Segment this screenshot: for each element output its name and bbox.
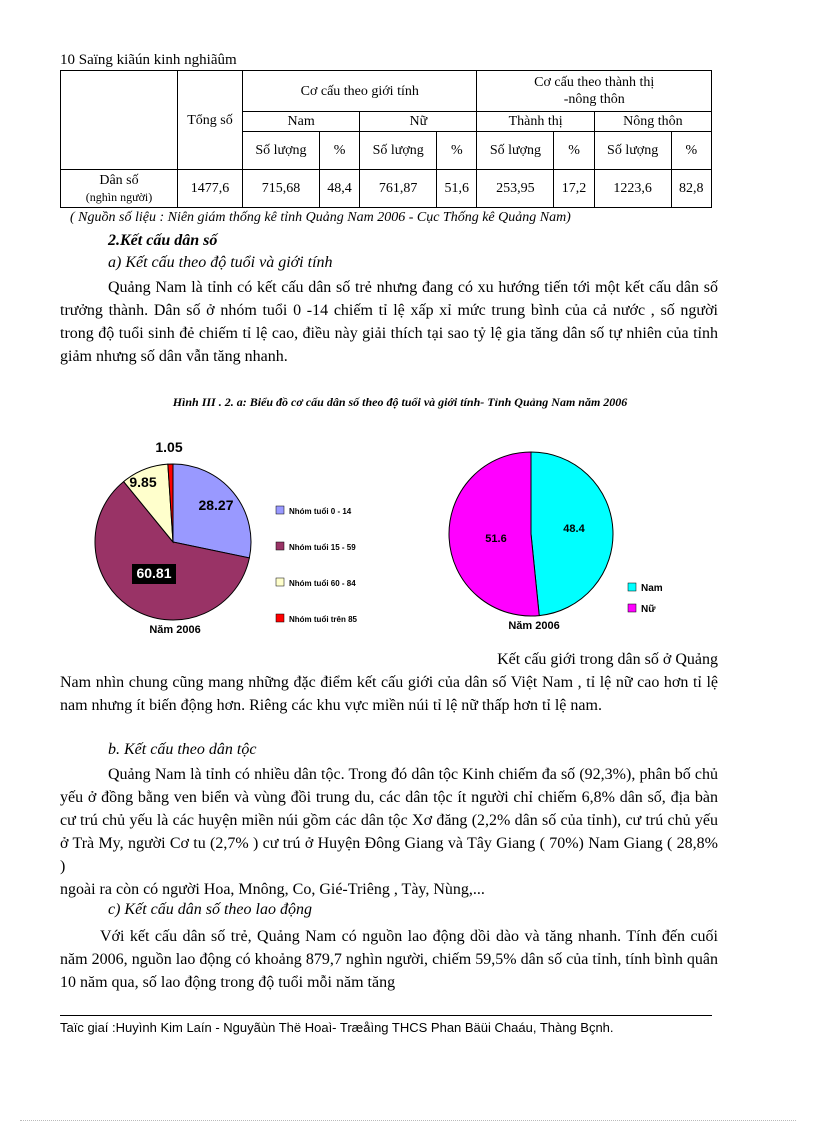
gender-pie-chart bbox=[449, 452, 613, 616]
table-cell: 761,87 bbox=[360, 170, 437, 208]
pie-data-label: 28.27 bbox=[198, 497, 234, 513]
table-cell: 253,95 bbox=[477, 170, 554, 208]
pie-data-label: 60.81 bbox=[136, 565, 172, 581]
row-label: Dân số (nghìn người) bbox=[61, 170, 178, 208]
footer-divider bbox=[60, 1015, 712, 1016]
page-footer: Taïc giaí :Huyình Kim Laín - Nguyãùn Thë Hoaì- Træåìng THCS Phan Bäüi Chaáu, Thàng Bçnh. bbox=[60, 1020, 614, 1035]
table-cell: 48,4 bbox=[319, 170, 359, 208]
legend-swatch bbox=[276, 578, 284, 586]
subsection-b: b. Kết cấu theo dân tộc bbox=[108, 741, 257, 758]
legend-swatch bbox=[276, 542, 284, 550]
qty-header: Số lượng bbox=[360, 132, 437, 170]
table-cell: 1223,6 bbox=[594, 170, 671, 208]
total-header: Tổng số bbox=[178, 71, 243, 170]
pct-header: % bbox=[437, 132, 477, 170]
pie-data-label: 9.85 bbox=[129, 474, 157, 490]
table-cell: 51,6 bbox=[437, 170, 477, 208]
table-cell: 1477,6 bbox=[178, 170, 243, 208]
section-title: 2.Kết cấu dân số bbox=[108, 232, 218, 249]
table-cell: 715,68 bbox=[243, 170, 320, 208]
pie-charts bbox=[60, 430, 740, 640]
pie-data-label: 48.4 bbox=[563, 523, 585, 535]
paragraph-4: Với kết cấu dân số trẻ, Quảng Nam có nguồn lao động dồi dào và tăng nhanh. Tính đến cuối năm 2006, nguồn lao động có khoảng 879,7 nghìn người, chiếm 59,5% dân số của tỉnh, tính bình quân 10 năm qua, số lao động trong độ tuổi mỗi năm tăng bbox=[60, 928, 718, 991]
qty-header: Số lượng bbox=[594, 132, 671, 170]
qty-header: Số lượng bbox=[477, 132, 554, 170]
table-source: ( Nguồn số liệu : Niên giám thống kê tỉnh Quảng Nam 2006 - Cục Thống kê Quảng Nam) bbox=[70, 210, 571, 225]
page-header: 10 Saïng kiãún kinh nghiãûm bbox=[60, 52, 237, 68]
paragraph-1: Quảng Nam là tỉnh có kết cấu dân số trẻ nhưng đang có xu hướng tiến tới một kết cấu dân số trưởng thành. Dân số ở nhóm tuổi 0 -14 chiếm tỉ lệ xấp xỉ mức trung bình của cả nước , số người trong độ tuổi sinh đẻ chiếm tỉ lệ cao, điều này giải thích tại sao tỷ lệ gia tăng dân số tự nhiên của tỉnh giảm nhưng số dân vẫn tăng nhanh. bbox=[60, 279, 718, 365]
paragraph-2-lead: Kết cấu giới trong dân số ở Quảng bbox=[497, 651, 718, 668]
legend-entry: Nhóm tuổi 60 - 84 bbox=[289, 579, 356, 588]
subsection-a: a) Kết cấu theo độ tuổi và giới tính bbox=[108, 254, 333, 271]
legend-swatch bbox=[628, 604, 636, 612]
pct-header: % bbox=[671, 132, 711, 170]
legend-swatch bbox=[276, 506, 284, 514]
legend-swatch bbox=[276, 614, 284, 622]
female-header: Nữ bbox=[360, 112, 477, 132]
pct-header: % bbox=[554, 132, 594, 170]
age-pie-chart bbox=[95, 439, 251, 620]
urban-header: Cơ cấu theo thành thị -nông thôn bbox=[477, 71, 712, 112]
gender-legend bbox=[628, 583, 663, 615]
population-table bbox=[60, 70, 712, 208]
pie-data-label: 1.05 bbox=[155, 439, 183, 455]
pie-data-label: 51.6 bbox=[485, 533, 507, 545]
legend-entry: Nhóm tuổi trên 85 bbox=[289, 615, 358, 624]
table-corner bbox=[61, 71, 178, 170]
qty-header: Số lượng bbox=[243, 132, 320, 170]
paragraph-3-tail: ngoài ra còn có người Hoa, Mnông, Co, Gié-Triêng , Tày, Nùng,... bbox=[60, 881, 485, 898]
figure-caption: Hình III . 2. a: Biểu đồ cơ cấu dân số theo độ tuổi và giới tính- Tỉnh Quảng Nam năm 2006 bbox=[172, 395, 628, 409]
rural-subheader: Nông thôn bbox=[594, 112, 711, 132]
gender-pie-title: Năm 2006 bbox=[508, 620, 560, 632]
table-cell: 17,2 bbox=[554, 170, 594, 208]
urban-subheader: Thành thị bbox=[477, 112, 594, 132]
pct-header: % bbox=[319, 132, 359, 170]
page-bottom-divider bbox=[20, 1120, 796, 1121]
male-header: Nam bbox=[243, 112, 360, 132]
paragraph-3: Quảng Nam là tỉnh có nhiều dân tộc. Trong đó dân tộc Kinh chiếm đa số (92,3%), phân bố chủ yếu ở đồng bằng ven biển và vùng đồi trung du, các dân tộc ít người chỉ chiếm 6,8% dân số, địa bàn cư trú chủ yếu là các huyện miền núi gồm các dân tộc Xơ đăng (2,2% dân số của tỉnh), cư trú chủ yếu ở Trà My, người Cơ tu (2,7% ) cư trú ở Huyện Đông Giang và Tây Giang ( 70%) Nam Giang ( 28,8% ) bbox=[60, 766, 718, 875]
gender-header: Cơ cấu theo giới tính bbox=[243, 71, 477, 112]
legend-entry: Nhóm tuổi 15 - 59 bbox=[289, 543, 356, 552]
age-pie-title: Năm 2006 bbox=[149, 624, 201, 636]
legend-entry: Nam bbox=[641, 583, 663, 594]
subsection-c: c) Kết cấu dân số theo lao động bbox=[108, 901, 312, 918]
age-legend bbox=[276, 506, 358, 624]
table-cell: 82,8 bbox=[671, 170, 711, 208]
paragraph-2: Nam nhìn chung cũng mang những đặc điểm kết cấu giới của dân số Việt Nam , tỉ lệ nữ cao hơn tỉ lệ nam nhưng ít biến động hơn. Riêng các khu vực miền núi tỉ lệ nữ thấp hơn tỉ lệ nam. bbox=[60, 674, 718, 714]
legend-entry: Nhóm tuổi 0 - 14 bbox=[289, 507, 352, 516]
legend-entry: Nữ bbox=[641, 604, 656, 615]
legend-swatch bbox=[628, 583, 636, 591]
